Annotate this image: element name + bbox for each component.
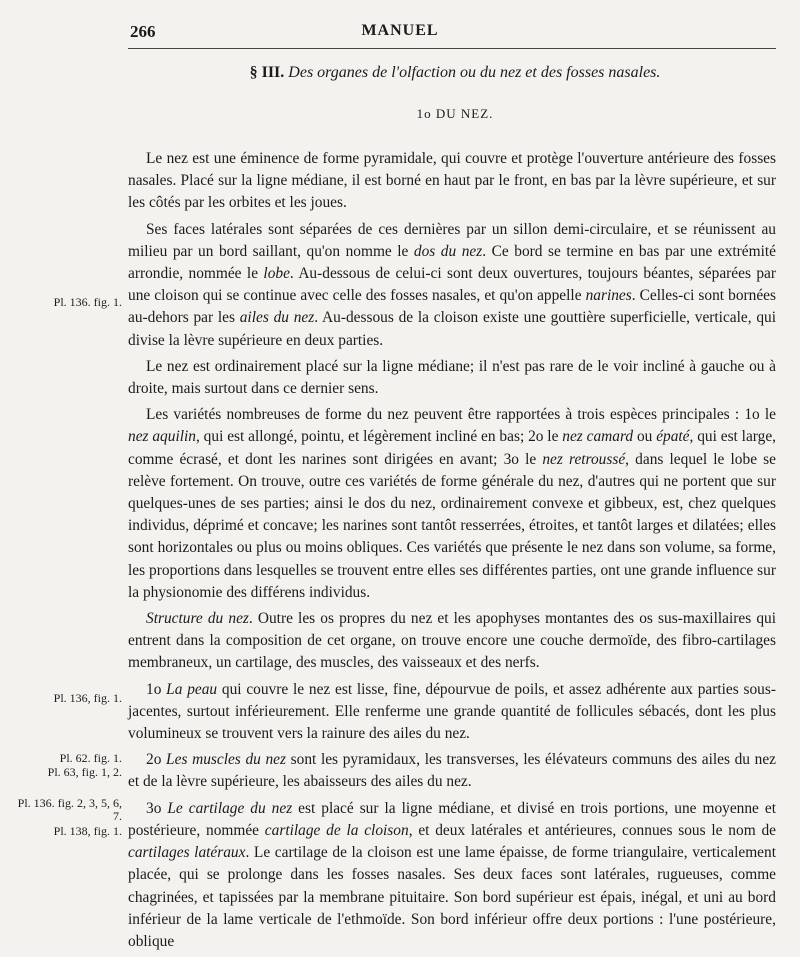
margin-note: Pl. 63, fig. 1, 2. <box>47 765 122 779</box>
page-number: 266 <box>130 22 156 41</box>
section-prefix: § III. <box>249 64 285 81</box>
margin-note: Pl. 136, fig. 1. <box>53 691 122 705</box>
italic-term: nez retroussé <box>542 450 626 468</box>
paragraph <box>128 404 776 604</box>
italic-term: nez camard <box>562 428 634 446</box>
paragraph-text: 2o <box>146 751 167 769</box>
paragraph <box>128 608 776 675</box>
italic-term: dos du nez <box>413 242 483 260</box>
paragraph <box>128 749 776 793</box>
paragraph-text: ou <box>633 428 657 446</box>
italic-term: nez aquilin <box>128 428 196 446</box>
italic-term: cartilages latéraux <box>128 844 246 862</box>
margin-note: Pl. 138, fig. 1. <box>53 824 122 838</box>
paragraph-text: . Au-dessous de celui-ci sont deux ouvertures, toujours béantes, séparées par une cloison qui se continue avec celle des fosses nasales, et qu'on appelle <box>128 265 776 305</box>
italic-term: cartilage de la cloison <box>264 821 409 839</box>
italic-term: ailes du nez <box>239 309 315 327</box>
margin-note: Pl. 136. fig. 2, 3, 5, 6, 7. <box>17 796 122 823</box>
paragraph-text: , qui est large, comme écrasé, et dont les narines sont dirigées en avant; 3o le <box>128 428 777 468</box>
section-title-text: Des organes de l'olfaction ou du nez et des fosses nasales. <box>288 64 661 81</box>
italic-term: épaté <box>656 428 690 446</box>
italic-term: Structure du nez <box>146 610 249 628</box>
paragraph-text: Le nez est une éminence de forme pyramidale, qui couvre et protège l'ouverture antérieure des fosses nasales. Placé sur la ligne médiane, il est borné en haut par le front, en bas par la lèvre supérieure, et sur les côtés par les orbites et les joues. <box>128 150 776 212</box>
margin-note: Pl. 62. fig. 1. <box>59 751 122 765</box>
paragraph-text: . Ce bord se termine en bas par une extrémité arrondie, nommée le <box>128 242 776 283</box>
italic-term: La peau <box>166 680 218 698</box>
paragraph-text: est placé sur la ligne médiane, et divisé en trois portions, une moyenne et postérieure, nommée <box>128 799 776 839</box>
italic-term: lobe <box>263 265 290 283</box>
italic-term: narines <box>585 287 632 305</box>
paragraph <box>128 148 776 215</box>
paragraph-text: 3o <box>146 799 168 817</box>
body-text <box>128 148 776 957</box>
subsection-title: 1o DU NEZ. <box>416 106 494 121</box>
italic-term: Les muscles du nez <box>166 751 286 769</box>
page-header <box>0 22 800 44</box>
paragraph-text: 1o <box>146 680 167 698</box>
section-title <box>140 64 770 82</box>
paragraph-text: qui couvre le nez est lisse, fine, dépourvue de poils, et assez adhérente aux parties sous-jacentes, surtout inférieurement. Elle renferme une grande quantité de follicules sébacés, dont les plus volumineux se trouvent vers la rainure des ailes du nez. <box>128 680 776 743</box>
paragraph-text: . Au-dessous de la cloison existe une gouttière superficielle, verticale, qui divise la lèvre supérieure en deux parties. <box>128 309 777 349</box>
paragraph-text: Le nez est ordinairement placé sur la ligne médiane; il n'est pas rare de le voir incliné à gauche ou à droite, mais surtout dans ce dernier sens. <box>128 357 776 398</box>
paragraph-text: . Outre les os propres du nez et les apophyses montantes des os sus-maxillaires qui entrent dans la composition de cet organe, on trouve encore une couche dermoïde, des fibro-cartilages membraneux, un cartilage, des muscles, des vaisseaux et des nerfs. <box>128 610 776 672</box>
paragraph <box>128 798 776 953</box>
paragraph <box>128 679 776 746</box>
running-head: MANUEL <box>361 22 439 39</box>
paragraph-text: . Le cartilage de la cloison est une lame épaisse, de forme triangulaire, verticalement placée, qui se prolonge dans les fosses nasales. Ses deux faces sont latérales, rugueuses, comme chagrinées, et tapissées par la membrane pituitaire. Son bord supérieur est épais, inégal, et uni au bord inférieur de la lame verticale de l'ethmoïde. Son bord inférieur offre deux portions : l'une postérieure, oblique <box>128 844 776 950</box>
margin-note: Pl. 136. fig. 1. <box>53 295 122 309</box>
paragraph-text: Ses faces latérales sont séparées de ces dernières par un sillon demi-circulaire, et se réunissent au milieu par un bord saillant, qu'on nomme le <box>128 220 776 260</box>
paragraph-text: , qui est allongé, pointu, et légèrement incliné en bas; 2o le <box>195 428 563 446</box>
italic-term: Le cartilage du nez <box>167 799 293 817</box>
paragraph-text: sont les pyramidaux, les transverses, les élévateurs communs des ailes du nez et de la lèvre supérieure, les abaisseurs des ailes du nez. <box>128 751 776 791</box>
paragraph-text: , et deux latérales et antérieures, connues sous le nom de <box>408 821 776 839</box>
paragraph-text: . Celles-ci sont bornées au-dehors par les <box>128 287 776 327</box>
paragraph <box>128 356 776 400</box>
paragraph <box>128 219 776 352</box>
header-rule <box>128 48 776 49</box>
paragraph-text: Les variétés nombreuses de forme du nez peuvent être rapportées à trois espèces principales : 1o le <box>146 406 776 424</box>
paragraph-text: , dans lequel le lobe se relève fortement. On trouve, outre ces variétés de forme générale du nez, d'autres qui ne portent que sur quelques-unes de ses parties; ainsi le dos du nez, ordinairement convexe et gibbeux, est, chez quelques individus, déprimé et concave; les narines sont tantôt resserrées, étroites, et tantôt larges et dilatées; elles sont horizontales ou plus ou moins obliques. Ces variétés que présente le nez dans son volume, sa forme, les proportions dans lesquelles se trouvent entre elles ses différentes parties, ont une grande influence sur la physionomie des différens individus. <box>128 450 776 601</box>
